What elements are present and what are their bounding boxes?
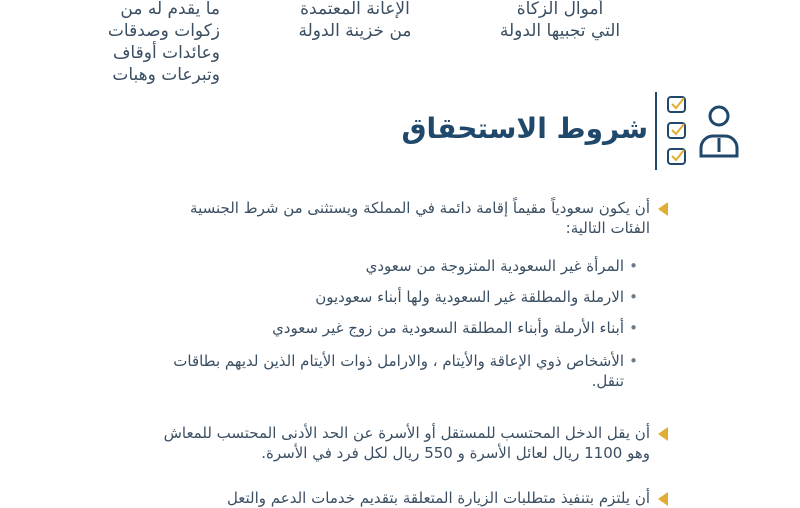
condition-item (40, 423, 650, 463)
condition-line: أن يلتزم بتنفيذ متطلبات الزيارة المتعلقة بتقديم خدمات الدعم والتعل (226, 489, 650, 507)
zakat-funds-column (470, 0, 650, 42)
bullet-marker (658, 427, 668, 441)
column-line: من خزينة الدولة (298, 21, 412, 41)
sub-item-line: أبناء الأرملة وأبناء المطلقة السعودية من زوج غير سعودي (272, 319, 624, 337)
person-icon (697, 102, 741, 160)
sub-item (44, 287, 638, 307)
sub-bullet: • (629, 257, 638, 275)
sub-bullet: • (629, 319, 638, 337)
sub-item-line: الأشخاص ذوي الإعاقة والأيتام ، والارامل ذوات الأيتام الذين لديهم بطاقات (173, 352, 624, 370)
condition-line: وهو 1100 ريال لعائل الأسرة و 550 ريال لكل فرد في الأسرة. (261, 444, 650, 462)
donations-column (60, 0, 220, 86)
sub-bullet: • (629, 352, 638, 370)
sub-item-line: الارملة والمطلقة غير السعودية ولها أبناء سعوديون (315, 288, 624, 306)
sub-item (44, 256, 638, 276)
column-line: وعائدات أوقاف (112, 43, 220, 63)
column-line: التي تجبيها الدولة (499, 21, 621, 41)
sub-bullet: • (629, 288, 638, 306)
sub-item-line: تنقل. (591, 372, 624, 390)
column-line: وتبرعات وهبات (112, 65, 220, 85)
section-title: شروط الاستحقاق (401, 112, 648, 145)
condition-line: أن يكون سعودياً مقيماً إقامة دائمة في المملكة ويستثنى من شرط الجنسية (190, 199, 650, 217)
sub-item (44, 318, 638, 338)
checklist-icon (663, 94, 695, 170)
condition-item (40, 488, 650, 508)
bullet-marker (658, 492, 668, 506)
column-line: أموال الزكاة (516, 0, 604, 19)
bullet-marker (658, 202, 668, 216)
state-subsidy-column (270, 0, 440, 42)
column-line: زكوات وصدقات (107, 21, 220, 41)
column-line: ما يقدم له من (120, 0, 220, 19)
condition-line: أن يقل الدخل المحتسب للمستقل أو الأسرة عن الحد الأدنى المحتسب للمعاش (163, 424, 650, 442)
condition-line: الفئات التالية: (565, 219, 650, 237)
condition-item (40, 198, 650, 238)
header-divider (655, 92, 657, 170)
sub-item (44, 351, 638, 391)
sub-item-line: المرأة غير السعودية المتزوجة من سعودي (365, 257, 624, 275)
column-line: الإعانة المعتمدة (300, 0, 410, 19)
